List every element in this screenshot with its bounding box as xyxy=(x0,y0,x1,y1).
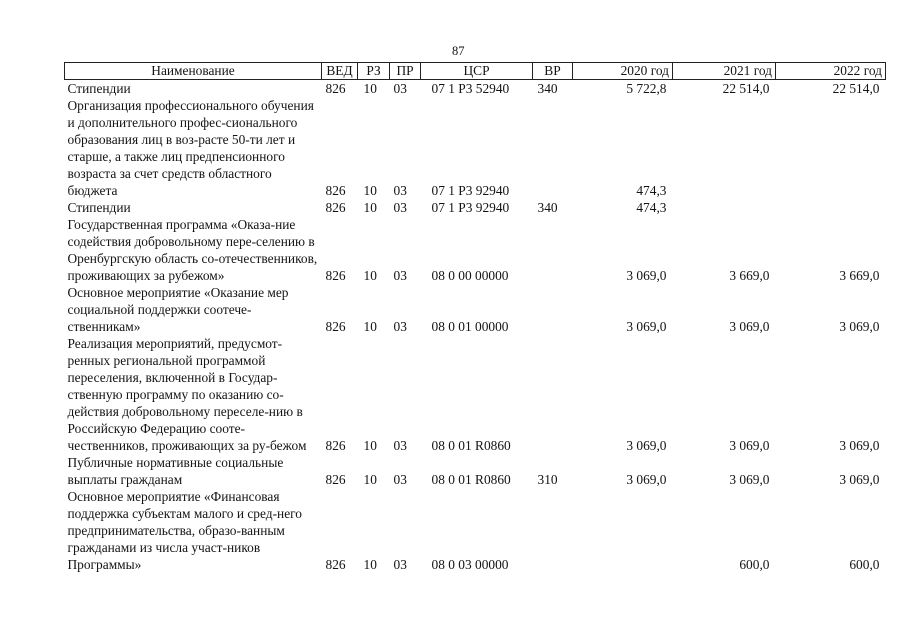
row-rz: 10 xyxy=(363,200,377,215)
table-row xyxy=(65,216,886,284)
page-number: 87 xyxy=(452,44,465,58)
table-row xyxy=(65,488,886,573)
row-2021: 3 069,0 xyxy=(729,438,770,453)
budget-table xyxy=(64,62,886,573)
table-header xyxy=(65,63,886,80)
row-2020: 3 069,0 xyxy=(626,438,667,453)
row-2021: 3 069,0 xyxy=(729,472,770,487)
row-pr: 03 xyxy=(393,438,407,453)
header-csr: ЦСР xyxy=(421,63,533,80)
row-name: Организация профессионального обучения и дополнительного профес-сионального образования лиц в воз-расте 50-ти лет и старше, а также лиц предпенсионного возраста за счет средств областного бюджета xyxy=(67,98,314,198)
row-ved: 826 xyxy=(325,557,346,572)
row-2020: 5 722,8 xyxy=(626,81,667,96)
row-2022: 22 514,0 xyxy=(832,81,880,96)
row-ved: 826 xyxy=(325,472,346,487)
row-rz: 10 xyxy=(363,438,377,453)
row-pr: 03 xyxy=(393,268,407,283)
row-csr: 08 0 01 00000 xyxy=(431,319,509,334)
row-2021: 3 669,0 xyxy=(729,268,770,283)
row-pr: 03 xyxy=(393,183,407,198)
row-vr xyxy=(533,284,573,335)
row-ved: 826 xyxy=(325,438,346,453)
header-name: Наименование xyxy=(65,63,322,80)
row-2020: 3 069,0 xyxy=(626,319,667,334)
row-name: Стипендии xyxy=(67,200,131,215)
row-csr: 08 0 03 00000 xyxy=(431,557,509,572)
row-name: Реализация мероприятий, предусмот-ренных региональной программой переселения, включенной в Государ-ственную программу по оказанию со-действия добровольному переселе-нию в Российскую Федерацию соотe-чественников, проживающих за ру-бежом xyxy=(67,336,307,453)
row-2021 xyxy=(673,199,776,216)
row-2022: 3 669,0 xyxy=(839,268,880,283)
header-2020: 2020 год xyxy=(573,63,673,80)
table-row xyxy=(65,335,886,454)
row-rz: 10 xyxy=(363,472,377,487)
row-2022: 3 069,0 xyxy=(839,438,880,453)
header-pr: ПР xyxy=(390,63,421,80)
table-row xyxy=(65,454,886,488)
row-rz: 10 xyxy=(363,319,377,334)
row-2022: 3 069,0 xyxy=(839,319,880,334)
row-2021: 600,0 xyxy=(739,557,770,572)
row-vr xyxy=(533,216,573,284)
row-name: Стипендии xyxy=(67,81,131,96)
row-2020: 3 069,0 xyxy=(626,472,667,487)
row-2020 xyxy=(573,488,673,573)
header-2021: 2021 год xyxy=(673,63,776,80)
table-row xyxy=(65,97,886,199)
row-pr: 03 xyxy=(393,81,407,96)
row-pr: 03 xyxy=(393,472,407,487)
row-vr xyxy=(533,97,573,199)
row-vr xyxy=(533,335,573,454)
row-csr: 08 0 00 00000 xyxy=(431,268,509,283)
row-rz: 10 xyxy=(363,81,377,96)
row-2021 xyxy=(673,97,776,199)
row-rz: 10 xyxy=(363,268,377,283)
row-ved: 826 xyxy=(325,81,346,96)
row-vr: 310 xyxy=(537,472,558,487)
row-2022 xyxy=(776,97,886,199)
header-ved: ВЕД xyxy=(322,63,358,80)
table-row xyxy=(65,199,886,216)
row-pr: 03 xyxy=(393,319,407,334)
header-rz: РЗ xyxy=(358,63,390,80)
header-2022: 2022 год xyxy=(776,63,886,80)
row-csr: 08 0 01 R0860 xyxy=(431,438,511,453)
row-ved: 826 xyxy=(325,183,346,198)
row-csr: 07 1 P3 92940 xyxy=(431,183,510,198)
table-body xyxy=(65,80,886,574)
table-row xyxy=(65,80,886,98)
row-name: Государственная программа «Оказа-ние содействия добровольному пере-селению в Оренбургскую область со-отечественников, проживающих за рубежом» xyxy=(67,217,318,283)
row-vr: 340 xyxy=(537,200,558,215)
row-ved: 826 xyxy=(325,268,346,283)
row-vr xyxy=(533,488,573,573)
row-csr: 07 1 P3 52940 xyxy=(431,81,510,96)
row-2022: 600,0 xyxy=(849,557,880,572)
row-2020: 3 069,0 xyxy=(626,268,667,283)
row-pr: 03 xyxy=(393,200,407,215)
row-pr: 03 xyxy=(393,557,407,572)
row-2021: 3 069,0 xyxy=(729,319,770,334)
header-vr: ВР xyxy=(533,63,573,80)
row-2022: 3 069,0 xyxy=(839,472,880,487)
row-csr: 07 1 P3 92940 xyxy=(431,200,510,215)
row-2021: 22 514,0 xyxy=(722,81,770,96)
row-2020: 474,3 xyxy=(636,183,667,198)
row-ved: 826 xyxy=(325,200,346,215)
table-row xyxy=(65,284,886,335)
row-rz: 10 xyxy=(363,183,377,198)
row-name: Основное мероприятие «Оказание мер социальной поддержки соотече-ственникам» xyxy=(67,285,289,334)
row-vr: 340 xyxy=(537,81,558,96)
row-2022 xyxy=(776,199,886,216)
row-2020: 474,3 xyxy=(636,200,667,215)
row-rz: 10 xyxy=(363,557,377,572)
row-csr: 08 0 01 R0860 xyxy=(431,472,511,487)
row-name: Публичные нормативные социальные выплаты гражданам xyxy=(67,455,284,487)
row-ved: 826 xyxy=(325,319,346,334)
row-name: Основное мероприятие «Финансовая поддержка субъектам малого и сред-него предпринимательства, образо-ванным гражданами из числа участ-ников Программы» xyxy=(67,489,303,572)
